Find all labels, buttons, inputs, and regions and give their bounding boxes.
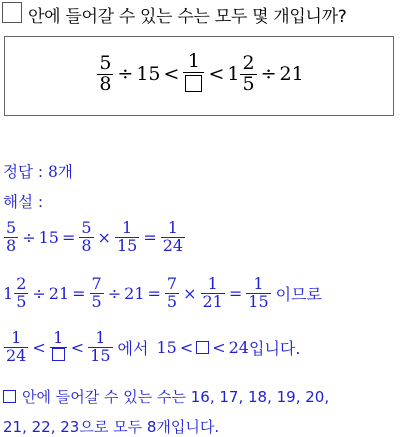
blank-box-icon [52,348,65,361]
explanation-label: 해설 : [3,193,44,211]
explanation-line-3: $\frac{1}{24}$ < 1 < $\frac{1}{15}$ 에서 15 < < 24 입니다. [6,328,301,365]
fraction: $\frac{2}{5}$ [242,52,255,95]
fraction: $\frac{5}{8}$ [99,52,112,95]
answer-line: 정답 : 8개 [3,163,73,181]
explanation-line-5: 21, 22, 23으로 모두 8개입니다. [3,418,220,436]
blank-box-icon [3,390,16,403]
explanation-line-1: $\frac{5}{8}$ ÷ 15 = $\frac{5}{8}$ × $\frac{1}{15}$ = $\frac{1}{24}$ [6,218,184,255]
blank-box-icon [196,341,209,354]
question-text: 안에 들어갈 수 있는 수는 모두 몇 개입니까? [28,7,347,27]
explanation-line-2: 1 $\frac{2}{5}$ ÷ 21 = $\frac{7}{5}$ ÷ 21 = $\frac{7}{5}$ × $\frac{1}{21}$ = $\frac{1}{15}$ 이므로 [3,274,322,311]
blank-box-icon [185,75,202,92]
fraction-with-blank: 1 [183,52,204,97]
blank-box-icon [2,2,22,23]
problem-expression: $\frac{5}{8}$ ÷ 15 < 1 < 1 $\frac{2}{5}$ ÷ 21 [99,50,304,95]
explanation-line-4: 안에 들어갈 수 있는 수는 16, 17, 18, 19, 20, [3,386,329,407]
